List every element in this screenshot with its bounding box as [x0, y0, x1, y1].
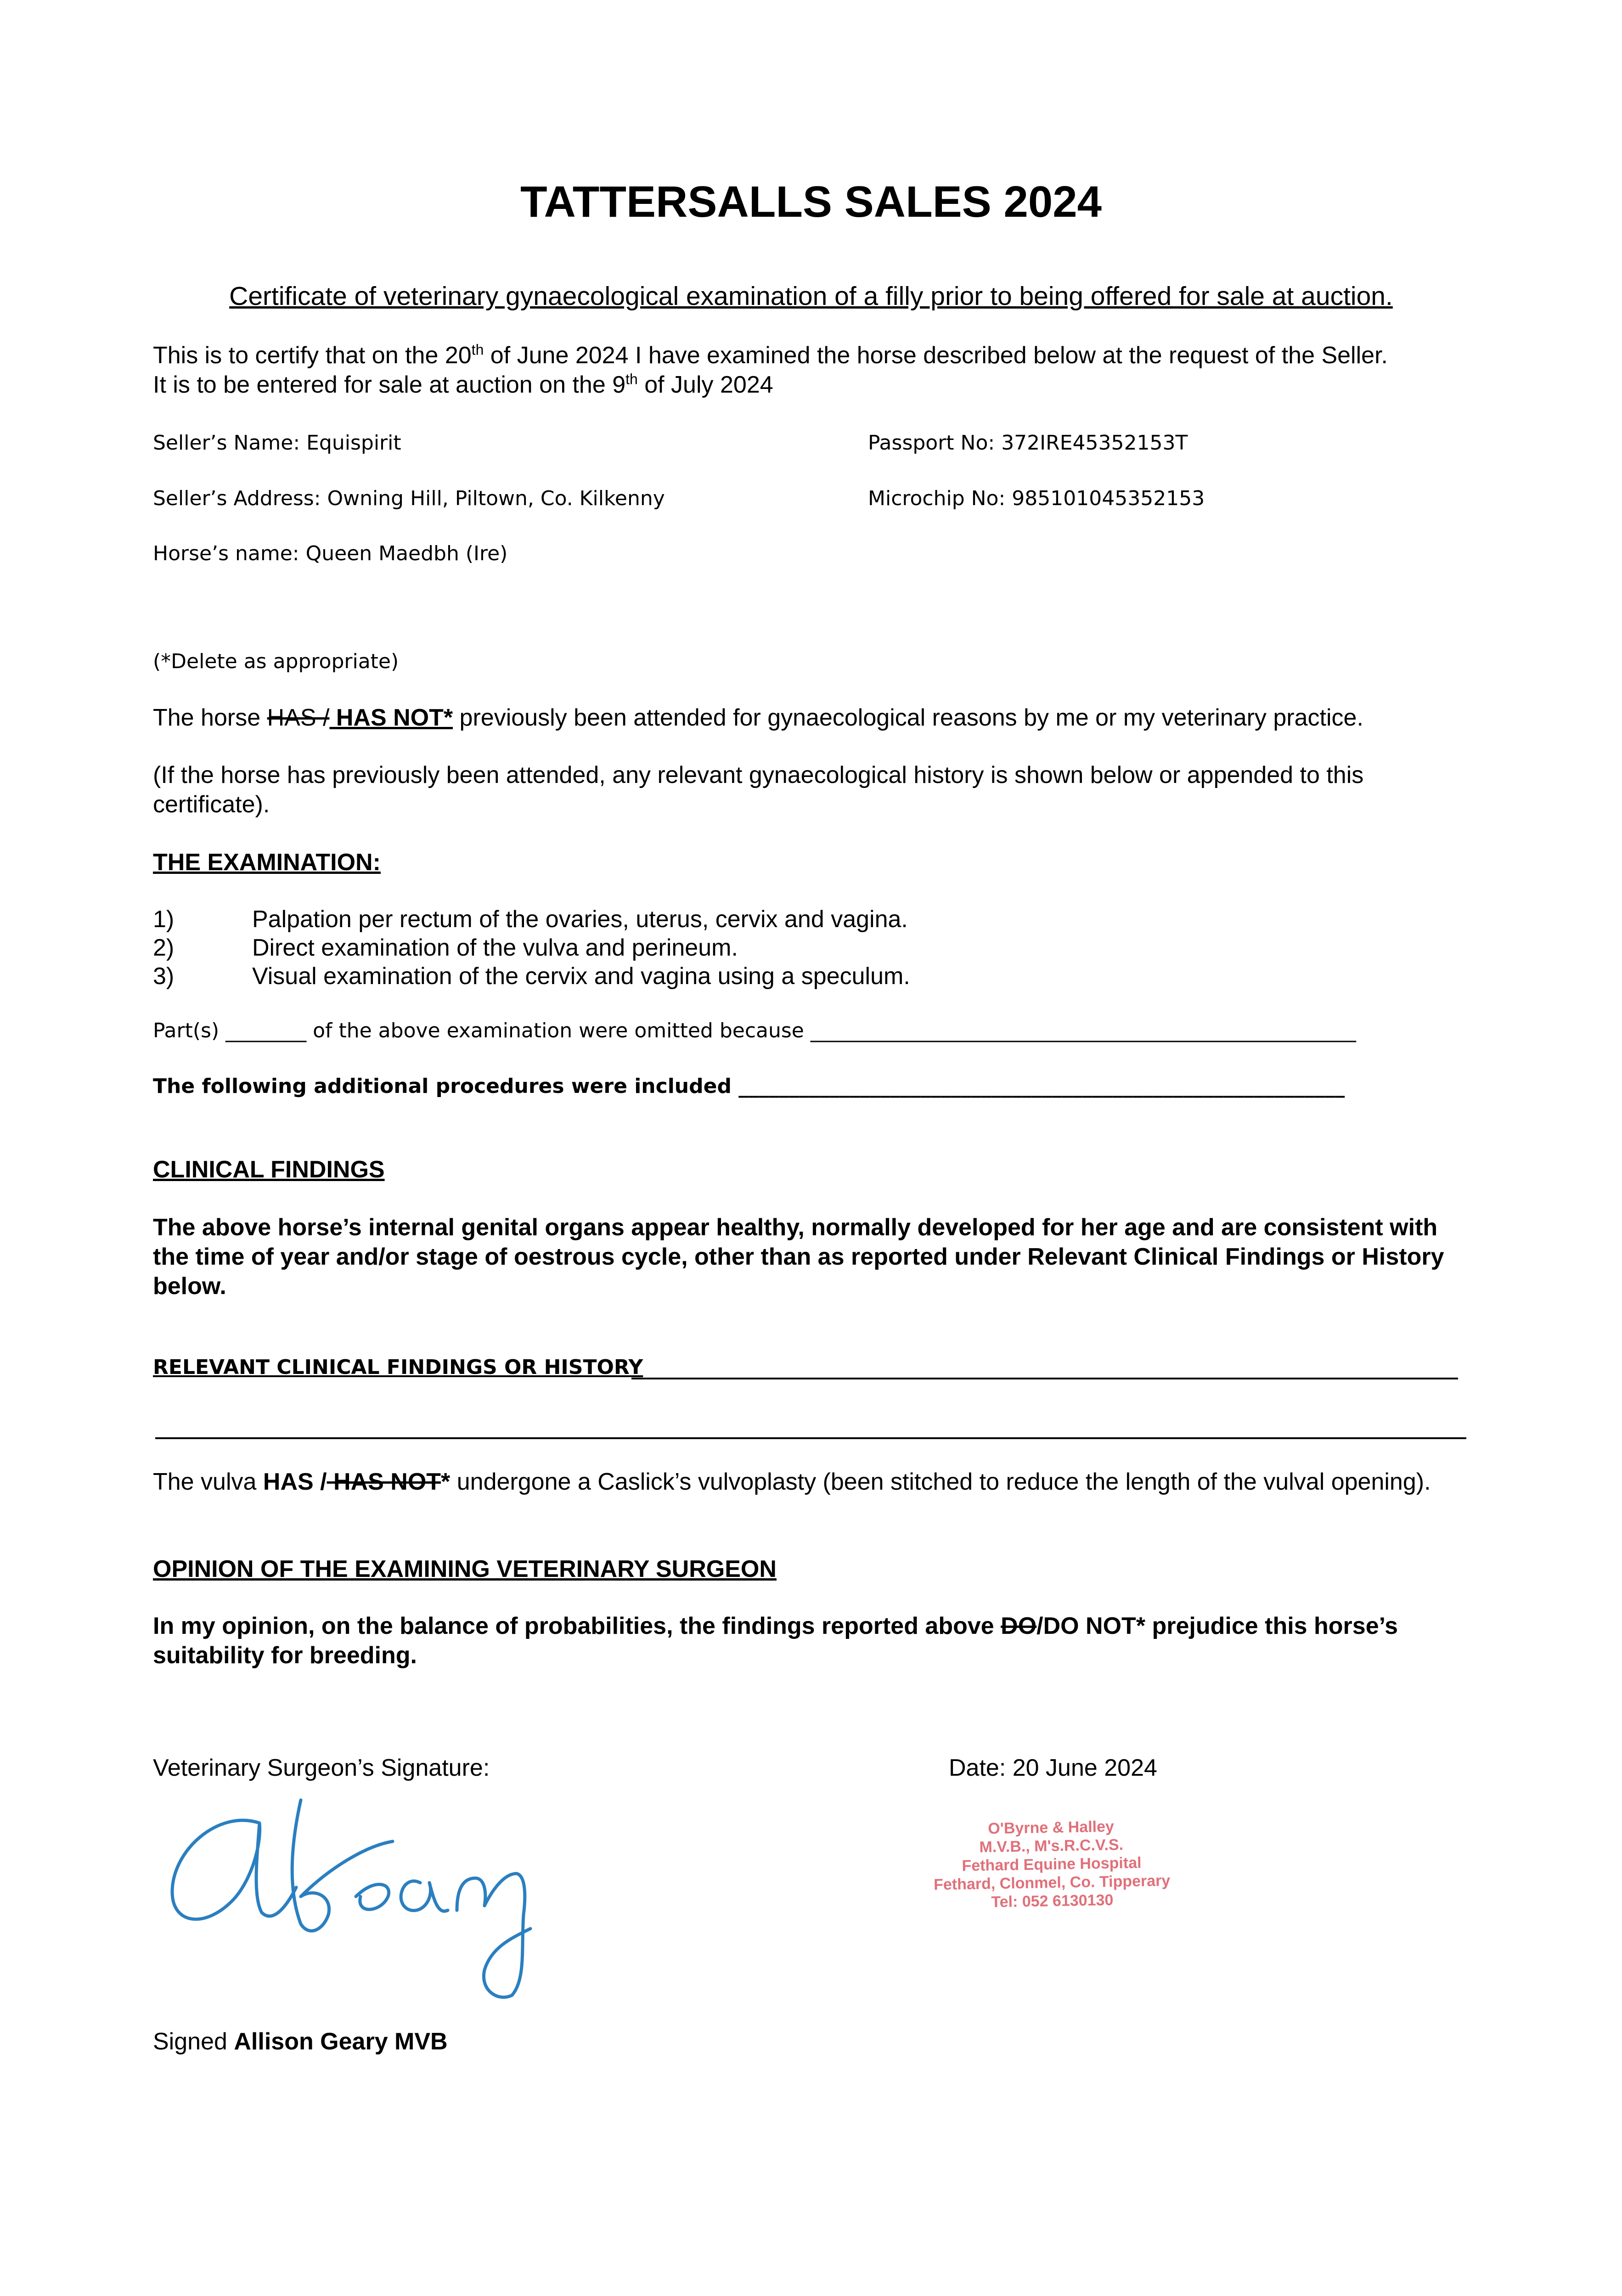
vet-name: Allison Geary MVB [234, 2028, 448, 2055]
clinical-findings-text: The above horse’s internal genital organs appear healthy, normally developed for her age and are consistent with the time of year and/or stage of oestrous cycle, other than as reported under Relevant Clinical Findings or History below. [153, 1214, 1444, 1300]
signature-date: Date: 20 June 2024 [949, 1755, 1157, 1781]
selected-has-not: HAS NOT* [329, 704, 453, 731]
relevant-findings-blank-1 [631, 1378, 1458, 1379]
struck-do: DO [1001, 1613, 1037, 1639]
examination-heading: THE EXAMINATION: [153, 849, 381, 876]
horse-name: Horse’s name: Queen Maedbh (Ire) [153, 542, 508, 565]
practice-stamp: O'Byrne & Halley M.V.B., M's.R.C.V.S. Fethard Equine Hospital Fethard, Clonmel, Co. Tipperary Tel: 052 6130130 [933, 1818, 1171, 1911]
certificate-subtitle: Certificate of veterinary gynaecological examination of a filly prior to being offered for sale at auction. [229, 281, 1393, 311]
page-title: TATTERSALLS SALES 2024 [520, 177, 1102, 226]
relevant-findings-blank-2 [155, 1437, 1466, 1439]
exam-item: 1) Palpation per rectum of the ovaries, uterus, cervix and vagina. [153, 906, 908, 933]
exam-item: 2) Direct examination of the vulva and perineum. [153, 934, 738, 961]
omitted-line: Part(s) ________ of the above examination were omitted because ______________________________________________________ [153, 1019, 1356, 1042]
attended-statement: The horse HAS / HAS NOT* previously been attended for gynaecological reasons by me or my veterinary practice. [153, 704, 1363, 731]
certify-line-1: This is to certify that on the 20th of June 2024 I have examined the horse described below at the request of the Seller. [153, 341, 1388, 369]
certify-line-2: It is to be entered for sale at auction on the 9th of July 2024 [153, 371, 773, 398]
history-note: (If the horse has previously been attended, any relevant gynaecological history is shown below or appended to this certificate). [153, 762, 1364, 818]
struck-has-not: HAS NOT [327, 1469, 441, 1495]
vulva-statement: The vulva HAS / HAS NOT* undergone a Caslick’s vulvoplasty (been stitched to reduce the length of the vulval opening). [153, 1469, 1431, 1495]
delete-note: (*Delete as appropriate) [153, 650, 399, 673]
opinion-text: In my opinion, on the balance of probabilities, the findings reported above DO/DO NOT* prejudice this horse’s suitability for breeding. [153, 1613, 1398, 1669]
relevant-findings-label: RELEVANT CLINICAL FINDINGS OR HISTORY [153, 1356, 643, 1379]
exam-item: 3) Visual examination of the cervix and vagina using a speculum. [153, 963, 910, 990]
seller-name: Seller’s Name: Equispirit [153, 431, 401, 455]
seller-address: Seller’s Address: Owning Hill, Piltown, Co. Kilkenny [153, 487, 665, 510]
signature-label: Veterinary Surgeon’s Signature: [153, 1755, 490, 1781]
additional-procedures-line: The following additional procedures were included ____________________________________________________________ [153, 1075, 1345, 1098]
signed-by: Signed Allison Geary MVB [153, 2028, 448, 2055]
handwritten-signature [163, 1786, 563, 2002]
selected-has: HAS / [263, 1469, 327, 1495]
opinion-heading: OPINION OF THE EXAMINING VETERINARY SURGEON [153, 1556, 777, 1582]
passport-number: Passport No: 372IRE45352153T [868, 431, 1188, 455]
microchip-number: Microchip No: 985101045352153 [868, 487, 1205, 510]
struck-has: HAS / [267, 704, 330, 731]
clinical-findings-heading: CLINICAL FINDINGS [153, 1156, 385, 1183]
